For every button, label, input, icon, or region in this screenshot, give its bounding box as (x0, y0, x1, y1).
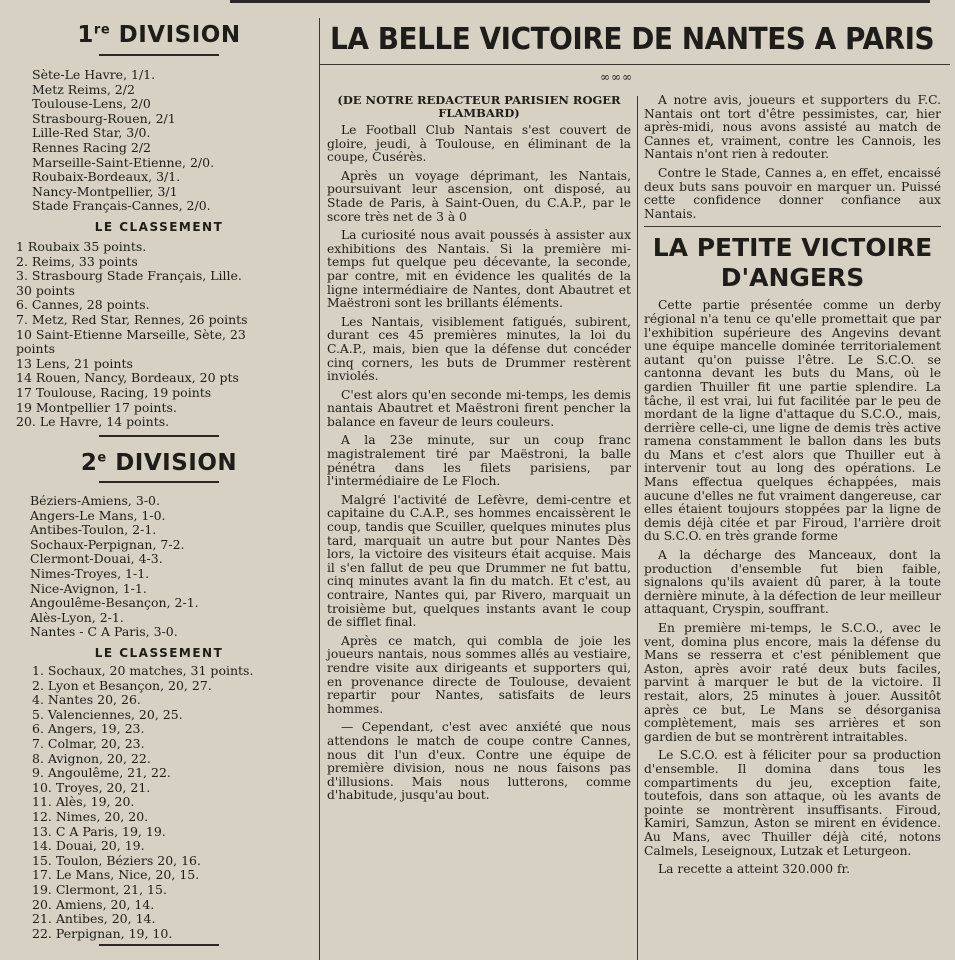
section-rule (99, 435, 219, 437)
standing-row: 14. Douai, 20, 19. (32, 838, 145, 854)
standing-row: 17. Le Mans, Nice, 20, 15. (32, 867, 200, 883)
article-separator (644, 226, 941, 227)
match-result: Nantes - C A Paris, 3-0. (30, 624, 178, 640)
article-paragraph: Contre le Stade, Cannes a, en effet, encaissé deux buts sans pouvoir en marquer un. Puissé cette confidence donner confiance aux Nantais. (644, 165, 941, 221)
bottom-rule (99, 944, 219, 946)
match-result: Nice-Avignon, 1-1. (30, 580, 147, 596)
standing-row: 9. Angoulême, 21, 22. (32, 765, 171, 781)
article-paragraph: La recette a atteint 320.000 fr. (658, 862, 850, 877)
division1-rule (99, 54, 219, 56)
article-paragraph: Le S.C.O. est à féliciter pour sa production d'ensemble. Il domina dans tous les compartiments du jeu, exception faite, toutefois, dans son attaque, où les avants de pointe se montrèrent insuffisants. Firoud, Kamiri, Samzun, Aston se mirent en évidence. Au Mans, avec Thuiller déjà cité, notons Calmels, Leseignoux, Lutzak et Leturgeon. (644, 748, 941, 858)
match-result: Nimes-Troyes, 1-1. (30, 565, 150, 581)
article-paragraph: Après un voyage déprimant, les Nantais, poursuivant leur ascension, ont disposé, au Stade de Paris, à Saint-Ouen, du C.A.P., par le score très net de 3 à 0 (327, 168, 631, 224)
match-result: Sochaux-Perpignan, 7-2. (30, 536, 185, 552)
match-result: Angoulême-Besançon, 2-1. (30, 595, 199, 611)
article-paragraph: C'est alors qu'en seconde mi-temps, les demis nantais Abautret et Maëstroni firent pencher la balance en faveur de leurs couleurs. (327, 387, 631, 429)
match-result: Clermont-Douai, 4-3. (30, 551, 163, 567)
article-paragraph: A la 23e minute, sur un coup franc magistralement tiré par Maëstroni, la balle pénétra dans les filets parisiens, par l'intermédiaire de Le Floch. (327, 433, 631, 489)
article2-headline-line2: D'ANGERS (720, 263, 865, 293)
standing-row: 15. Toulon, Béziers 20, 16. (32, 852, 201, 868)
article-paragraph: Après ce match, qui combla de joie les joueurs nantais, nous sommes allés au vestiaire, rendre visite aux dirigeants et supporters qui, en provenance directe de Toulouse, devaient repartir pour Nantes, satisfaits de leurs hommes. (327, 633, 631, 716)
match-result: Nancy-Montpellier, 3/1 (32, 183, 178, 199)
standing-row: 14 Rouen, Nancy, Bordeaux, 20 pts (16, 370, 239, 386)
match-result: Toulouse-Lens, 2/0 (32, 96, 151, 112)
standing-row: 8. Avignon, 20, 22. (32, 750, 151, 766)
article1-continuation (644, 94, 941, 221)
match-result: Marseille-Saint-Etienne, 2/0. (32, 154, 215, 170)
standing-row: 20. Le Havre, 14 points. (16, 414, 170, 430)
match-result: Stade Français-Cannes, 2/0. (32, 198, 211, 214)
article-paragraph: Les Nantais, visiblement fatigués, subirent, durant ces 45 premières minutes, la loi du C.A.P., mais, bien que la défense dut concéder cinq corners, les buts de Drummer restèrent inviolés. (327, 314, 631, 384)
standing-row: 2. Reims, 33 points (16, 253, 138, 269)
article-paragraph: A notre avis, joueurs et supporters du F.C. Nantais ont tort d'être pessimistes, car, hier après-midi, nous avons assisté au match de Cannes et, vraiment, contre les Cannois, les Nantais n'ont rien à redouter. (644, 94, 941, 162)
match-result: Angers-Le Mans, 1-0. (30, 507, 166, 523)
standing-row: points (16, 341, 56, 357)
division1-classement (16, 240, 248, 430)
match-result: Strasbourg-Rouen, 2/1 (32, 110, 176, 126)
article-paragraph: Cette partie présentée comme un derby régional n'a tenu ce qu'elle promettait que par l'exhibition supérieure des Angevins devant une équipe mancelle dominée territorialement autant qu'on puisse l'être. Le S.C.O. se cantonna devant les buts du Mans, où le gardien Thuiller fit une partie splendire. La tâche, il est vrai, lui fut facilitée par le peu de mordant de la ligne d'attaque du S.C.O., mais, derrière celle-ci, une ligne de demis très active ramena constamment le ballon dans les buts du Mans et c'est alors que Thuiller eut à intervenir tout au long des opérations. Le Mans effectua quelques échappées, mais aucune d'elles ne fut vraiment dangereuse, car elles étaient toujours stoppées par la ligne de demis déjà citée et par Firoud, l'arrière droit du S.C.O. en très grande forme (644, 298, 941, 544)
article-paragraph: La curiosité nous avait poussés à assister aux exhibitions des Nantais. Si la première mi-temps fut quelque peu décevante, la seconde, par contre, mit en évidence les qualités de la ligne intermédiaire de Nantes, dont Abautret et Maëstroni sont les brillants éléments. (327, 228, 631, 311)
article2-body (644, 299, 941, 876)
article-paragraph: Malgré l'activité de Lefèvre, demi-centre et capitaine du C.A.P., ses hommes encaissèrent le coup, tandis que Scuiller, quelques minutes plus tard, marquait un autre but pour Nantes Dès lors, la victoire des visiteurs était acquise. Mais il s'en fallut de peu que Drummer ne fut battu, cinq minutes avant la fin du match. Et c'est, au contraire, Nantes qui, par Rivero, marquait un troisième but, quelques instants avant le coup de sifflet final. (327, 492, 631, 630)
column-divider (319, 18, 320, 960)
standing-row: 30 points (16, 282, 75, 298)
division2-title: 2e DIVISION (80, 450, 238, 476)
article2-column (640, 94, 945, 960)
article-paragraph: A la décharge des Manceaux, dont la production d'ensemble fut bien faible, signalons qu'ils avaient dû parer, à la toute dernière minute, à la défection de leur meilleur attaquant, Cryspin, souffrant. (644, 548, 941, 617)
division2-rule (99, 481, 219, 483)
standing-row: 10. Troyes, 20, 21. (32, 779, 151, 795)
article-paragraph: En première mi-temps, le S.C.O., avec le vent, domina plus encore, mais la défense du Mans se resserra et c'est péniblement que Aston, après avoir raté deux buts faciles, parvint à marquer le but de la victoire. Il restait, alors, 25 minutes à jouer. Aussitôt après ce but, Le Mans se désorganisa complètement, mais ses arrières et son gardien de but se montrèrent intraitables. (644, 621, 941, 744)
match-result: Alès-Lyon, 2-1. (30, 609, 124, 625)
article2-headline-line1: LA PETITE VICTOIRE (652, 233, 933, 263)
standing-row: 1. Sochaux, 20 matches, 31 points. (32, 663, 254, 678)
standing-row: 20. Amiens, 20, 14. (32, 896, 155, 912)
headline-rule (320, 64, 950, 65)
article1-body (327, 124, 631, 803)
match-result: Lille-Red Star, 3/0. (32, 125, 151, 141)
article1-byline: (DE NOTRE REDACTEUR PARISIEN ROGER FLAMBARD) (337, 94, 621, 120)
standing-row: 19. Clermont, 21, 15. (32, 881, 167, 897)
column-divider (637, 96, 638, 960)
match-result: Metz Reims, 2/2 (32, 81, 135, 97)
standing-row: 2. Lyon et Besançon, 20, 27. (32, 677, 212, 693)
match-result: Béziers-Amiens, 3-0. (30, 493, 160, 508)
standing-row: 6. Angers, 19, 23. (32, 721, 145, 737)
top-rule (230, 0, 930, 3)
match-result: Rennes Racing 2/2 (32, 139, 151, 155)
division1-classement-title: LE CLASSEMENT (94, 220, 224, 234)
article-paragraph: Le Football Club Nantais s'est couvert de gloire, jeudi, à Toulouse, en éliminant de la coupe, Cusérès. (327, 123, 631, 165)
standing-row: 6. Cannes, 28 points. (16, 297, 150, 313)
division1-title: 1re DIVISION (77, 22, 241, 48)
article1-headline: LA BELLE VICTOIRE DE NANTES A PARIS (330, 22, 935, 57)
standing-row: 13 Lens, 21 points (16, 355, 133, 371)
standing-row: 1 Roubaix 35 points. (16, 239, 147, 254)
standing-row: 17 Toulouse, Racing, 19 points (16, 384, 212, 400)
division1-results (32, 68, 214, 214)
standing-row: 11. Alès, 19, 20. (32, 794, 135, 810)
division2-results (30, 494, 199, 640)
standing-row: 5. Valenciennes, 20, 25. (32, 706, 183, 722)
division2-classement (32, 664, 253, 941)
standing-row: 19 Montpellier 17 points. (16, 399, 177, 415)
standing-row: 21. Antibes, 20, 14. (32, 911, 156, 927)
match-result: Roubaix-Bordeaux, 3/1. (32, 169, 181, 185)
standing-row: 7. Colmar, 20, 23. (32, 735, 145, 751)
ornament: ∞∞∞ (600, 70, 633, 84)
standing-row: 13. C A Paris, 19, 19. (32, 823, 166, 839)
standing-row: 4. Nantes 20, 26. (32, 692, 141, 708)
standing-row: 22. Perpignan, 19, 10. (32, 925, 173, 941)
match-result: Antibes-Toulon, 2-1. (30, 522, 157, 538)
match-result: Sète-Le Havre, 1/1. (32, 67, 156, 82)
standing-row: 3. Strasbourg Stade Français, Lille. (16, 268, 242, 284)
division2-classement-title: LE CLASSEMENT (94, 646, 224, 660)
standing-row: 12. Nimes, 20, 20. (32, 808, 149, 824)
article1-column (323, 94, 635, 960)
standing-row: 10 Saint-Etienne Marseille, Sète, 23 (16, 326, 246, 342)
standings-column (0, 0, 318, 960)
standing-row: 7. Metz, Red Star, Rennes, 26 points (16, 311, 248, 327)
article-paragraph: — Cependant, c'est avec anxiété que nous attendons le match de coupe contre Cannes, nous dit l'un d'eux. Contre une équipe de première division, nous ne nous faisons pas d'illusions. Mais nous lutterons, comme d'habitude, jusqu'au bout. (327, 720, 631, 803)
